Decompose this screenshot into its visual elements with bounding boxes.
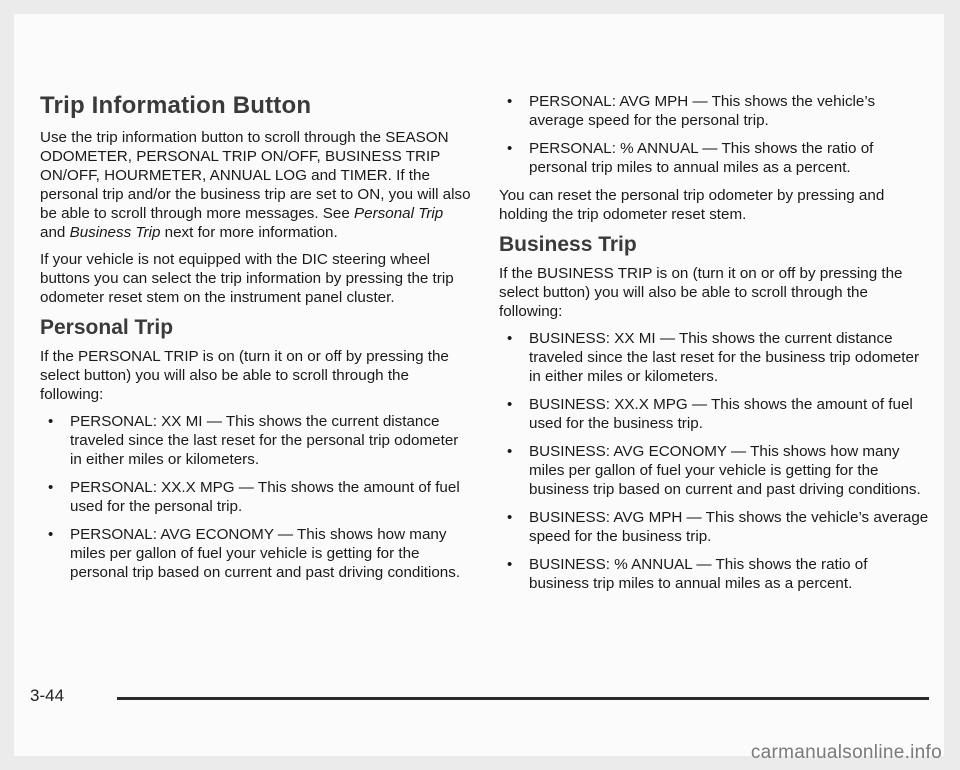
- page-number: 3-44: [30, 686, 65, 705]
- list-item-text: BUSINESS: AVG ECONOMY — This shows how many miles per gallon of fuel your vehicle is getting for the business trip based on current and past driving conditions.: [529, 443, 921, 498]
- trip-information-intro: [40, 128, 472, 242]
- manual-page: [14, 14, 944, 756]
- bullet-icon: •: [507, 330, 513, 347]
- bullet-icon: •: [48, 413, 54, 430]
- bullet-icon: •: [48, 526, 54, 543]
- list-item-text: PERSONAL: XX.X MPG — This shows the amount of fuel used for the personal trip.: [70, 479, 460, 515]
- personal-trip-reference: Personal Trip: [354, 205, 444, 222]
- bullet-icon: •: [48, 479, 54, 496]
- personal-trip-list: [40, 412, 472, 582]
- personal-trip-heading: Personal Trip: [40, 316, 174, 339]
- intro-text-start: Use the trip information button to scroll through the SEASON ODOMETER, PERSONAL TRIP ON/OFF, BUSINESS TRIP ON/OFF, HOURMETER, ANNUAL LOG and TIMER. If the personal trip and/or the business trip are set to ON, you will also be able to scroll through more messages. See: [40, 129, 471, 222]
- steering-buttons-paragraph: If your vehicle is not equipped with the DIC steering wheel buttons you can select the trip information by pressing the trip odometer reset stem on the instrument panel cluster.: [40, 251, 454, 306]
- bullet-icon: •: [507, 140, 513, 157]
- list-item: [499, 555, 931, 593]
- list-item: [499, 508, 931, 546]
- list-item: [499, 395, 931, 433]
- intro-text-end: next for more information.: [160, 224, 338, 241]
- personal-trip-intro: If the PERSONAL TRIP is on (turn it on or off by pressing the select button) you will also be able to scroll through the following:: [40, 348, 449, 403]
- list-item: [40, 412, 472, 469]
- intro-text-and: and: [40, 224, 70, 241]
- list-item: [499, 139, 931, 177]
- list-item: [40, 525, 472, 582]
- trip-information-heading: Trip Information Button: [40, 92, 312, 119]
- list-item-text: BUSINESS: XX MI — This shows the current distance traveled since the last reset for the business trip odometer in either miles or kilometers.: [529, 330, 920, 385]
- bullet-icon: •: [507, 93, 513, 110]
- list-item-text: BUSINESS: % ANNUAL — This shows the ratio of business trip miles to annual miles as a percent.: [529, 556, 868, 592]
- bullet-icon: •: [507, 509, 513, 526]
- right-column: [499, 92, 931, 602]
- list-item-text: PERSONAL: AVG MPH — This shows the vehicle’s average speed for the personal trip.: [529, 93, 876, 129]
- list-item: [499, 442, 931, 499]
- bullet-icon: •: [507, 556, 513, 573]
- reset-paragraph: You can reset the personal trip odometer by pressing and holding the trip odometer reset stem.: [499, 187, 885, 223]
- list-item-text: PERSONAL: AVG ECONOMY — This shows how many miles per gallon of fuel your vehicle is getting for the personal trip based on current and past driving conditions.: [70, 526, 461, 581]
- list-item-text: PERSONAL: % ANNUAL — This shows the ratio of personal trip miles to annual miles as a percent.: [529, 140, 874, 176]
- business-trip-intro: If the BUSINESS TRIP is on (turn it on or off by pressing the select button) you will also be able to scroll through the following:: [499, 265, 903, 320]
- list-item-text: BUSINESS: AVG MPH — This shows the vehicle’s average speed for the business trip.: [529, 509, 929, 545]
- list-item-text: BUSINESS: XX.X MPG — This shows the amount of fuel used for the business trip.: [529, 396, 913, 432]
- bullet-icon: •: [507, 443, 513, 460]
- business-trip-reference: Business Trip: [69, 224, 161, 241]
- footer-rule: [117, 697, 929, 700]
- list-item-text: PERSONAL: XX MI — This shows the current distance traveled since the last reset for the personal trip odometer in either miles or kilometers.: [70, 413, 459, 468]
- list-item: [499, 329, 931, 386]
- personal-trip-list-continued: [499, 92, 931, 177]
- left-column: [40, 92, 472, 591]
- bullet-icon: •: [507, 396, 513, 413]
- business-trip-list: [499, 329, 931, 593]
- site-watermark: carmanualsonline.info: [750, 742, 942, 763]
- list-item: [40, 478, 472, 516]
- list-item: [499, 92, 931, 130]
- business-trip-heading: Business Trip: [499, 233, 637, 256]
